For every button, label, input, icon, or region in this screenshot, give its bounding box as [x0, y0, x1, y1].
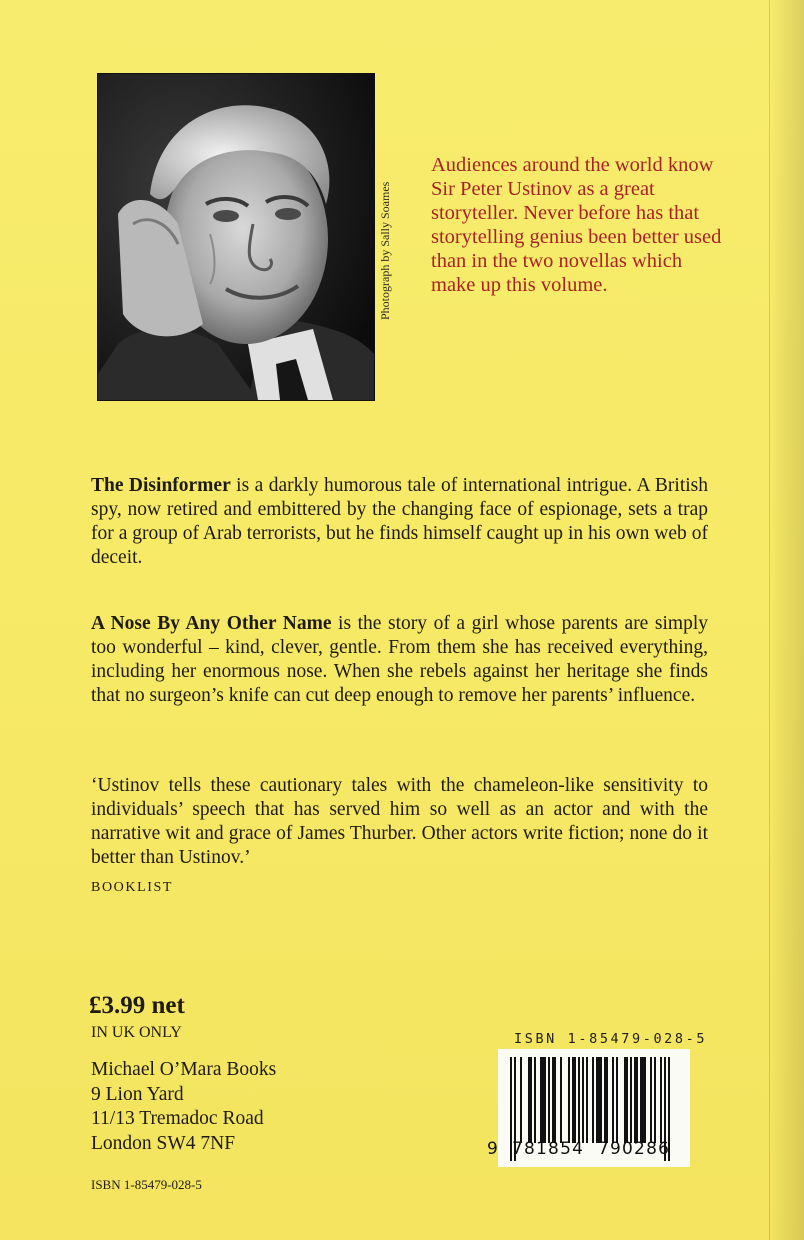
barcode-digit-lead: 9: [487, 1139, 500, 1159]
barcode-digits-left: 781854: [512, 1139, 585, 1159]
barcode-bar: [586, 1057, 588, 1143]
price-region: IN UK ONLY: [91, 1024, 182, 1041]
blurb-disinformer-text: is a darkly humorous tale of international intrigue. A British spy, now retired and embittered by the changing face of espionage, sets a trap for a group of Arab terrorists, but he finds himself caught up in his own web of deceit.: [91, 475, 709, 568]
barcode-bar: [596, 1057, 602, 1143]
author-photograph: [97, 73, 375, 401]
publisher-city: London SW4 7NF: [91, 1132, 236, 1154]
review-source: BOOKLIST: [91, 880, 174, 895]
barcode-bar: [552, 1057, 556, 1143]
barcode-bar: [660, 1057, 662, 1143]
price: £3.99 net: [89, 992, 185, 1019]
cover-spine-edge: [770, 0, 804, 1240]
barcode-bar: [654, 1057, 656, 1143]
barcode-bar: [592, 1057, 594, 1143]
barcode-bar: [604, 1057, 608, 1143]
barcode-digits-right: 790286: [598, 1139, 671, 1159]
barcode-bar: [640, 1057, 646, 1143]
blurb-nose-text: is the story of a girl whose parents are simply too wonderful – kind, clever, gentle. From them she has received everything, including her enormous nose. When she rebels against her heritage she finds that no surgeon’s knife can cut deep enough to remove her parents’ influence.: [91, 613, 708, 706]
barcode-bar: [528, 1057, 532, 1143]
review-quote: ‘Ustinov tells these cautionary tales with the chameleon-like sensitivity to individuals’ speech that has served him so well as an actor and with the narrative wit and grace of James Thurber. Other actors write fiction; none do it better than Ustinov.’: [91, 775, 708, 868]
publisher-address: [91, 1058, 276, 1156]
barcode-bar: [650, 1057, 652, 1143]
barcode-bar: [540, 1057, 546, 1143]
barcode-bar: [520, 1057, 522, 1143]
title-a-nose-by-any-other-name: A Nose By Any Other Name: [91, 613, 332, 634]
barcode-bar: [630, 1057, 632, 1143]
barcode-bar: [568, 1057, 570, 1143]
barcode-isbn-label: ISBN 1-85479-028-5: [514, 1031, 708, 1047]
barcode-bar: [578, 1057, 580, 1143]
blurb-nose: [91, 612, 708, 708]
title-the-disinformer: The Disinformer: [91, 475, 231, 496]
publisher-address-line: 9 Lion Yard: [91, 1083, 184, 1105]
barcode-bar: [634, 1057, 638, 1143]
footer-isbn: ISBN 1-85479-028-5: [91, 1177, 202, 1192]
barcode-bar: [582, 1057, 584, 1143]
barcode-bar: [534, 1057, 536, 1143]
barcode-bar: [548, 1057, 550, 1143]
barcode-bar: [616, 1057, 618, 1143]
barcode-bar: [612, 1057, 614, 1143]
tagline-text: Audiences around the world know Sir Peter Ustinov as a great storyteller. Never before has that storytelling genius been better used than in the two novellas which make up this volume.: [431, 154, 722, 296]
barcode-bar: [560, 1057, 562, 1143]
barcode-bar: [624, 1057, 628, 1143]
barcode-bar: [572, 1057, 576, 1143]
blurb-disinformer: [91, 474, 708, 570]
publisher-address-line: 11/13 Tremadoc Road: [91, 1108, 264, 1129]
publisher-name: Michael O’Mara Books: [91, 1059, 277, 1080]
photo-credit: Photograph by Sally Soames: [378, 181, 392, 320]
